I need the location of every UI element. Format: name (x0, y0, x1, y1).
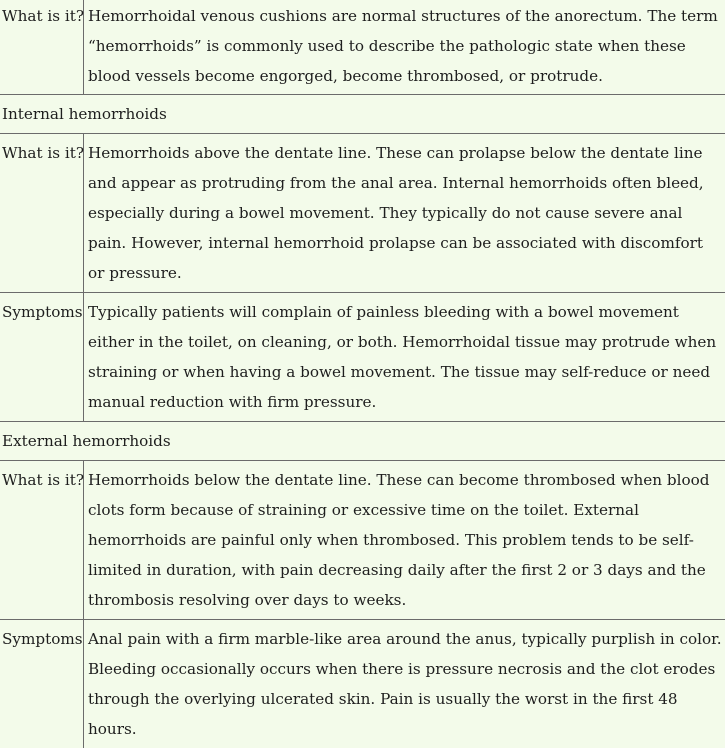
row-description: Anal pain with a firm marble-like area around the anus, typically purplish in color. Bleeding occasionally occurs when there is pressure necrosis and the clot erodes through the overlying ulcerated skin. Pain is usually the worst in the first 48 hours. (84, 620, 725, 748)
section-title-external: External hemorrhoids (0, 422, 725, 461)
table-row (0, 293, 725, 422)
row-label: Symptoms (0, 620, 84, 748)
row-label: What is it? (0, 134, 84, 293)
section-title-internal: Internal hemorrhoids (0, 95, 725, 134)
row-description: Typically patients will complain of painless bleeding with a bowel movement either in the toilet, on cleaning, or both. Hemorrhoidal tissue may protrude when straining or when having a bowel movement. The tissue may self-reduce or need manual reduction with firm pressure. (84, 293, 725, 422)
row-label: What is it? (0, 461, 84, 620)
row-description: Hemorrhoidal venous cushions are normal structures of the anorectum. The term “hemorrhoids” is commonly used to describe the pathologic state when these blood vessels become engorged, become thrombosed, or protrude. (84, 0, 725, 95)
section-header-row (0, 95, 725, 134)
table-row (0, 461, 725, 620)
row-label: What is it? (0, 0, 84, 95)
row-description: Hemorrhoids above the dentate line. These can prolapse below the dentate line and appear as protruding from the anal area. Internal hemorrhoids often bleed, especially during a bowel movement. They typically do not cause severe anal pain. However, internal hemorrhoid prolapse can be associated with discomfort or pressure. (84, 134, 725, 293)
row-label: Symptoms (0, 293, 84, 422)
section-header-row (0, 422, 725, 461)
row-description: Hemorrhoids below the dentate line. These can become thrombosed when blood clots form because of straining or excessive time on the toilet. External hemorrhoids are painful only when thrombosed. This problem tends to be self-limited in duration, with pain decreasing daily after the first 2 or 3 days and the thrombosis resolving over days to weeks. (84, 461, 725, 620)
table-row-overview (0, 0, 725, 95)
table-row (0, 620, 725, 748)
table-row (0, 134, 725, 293)
